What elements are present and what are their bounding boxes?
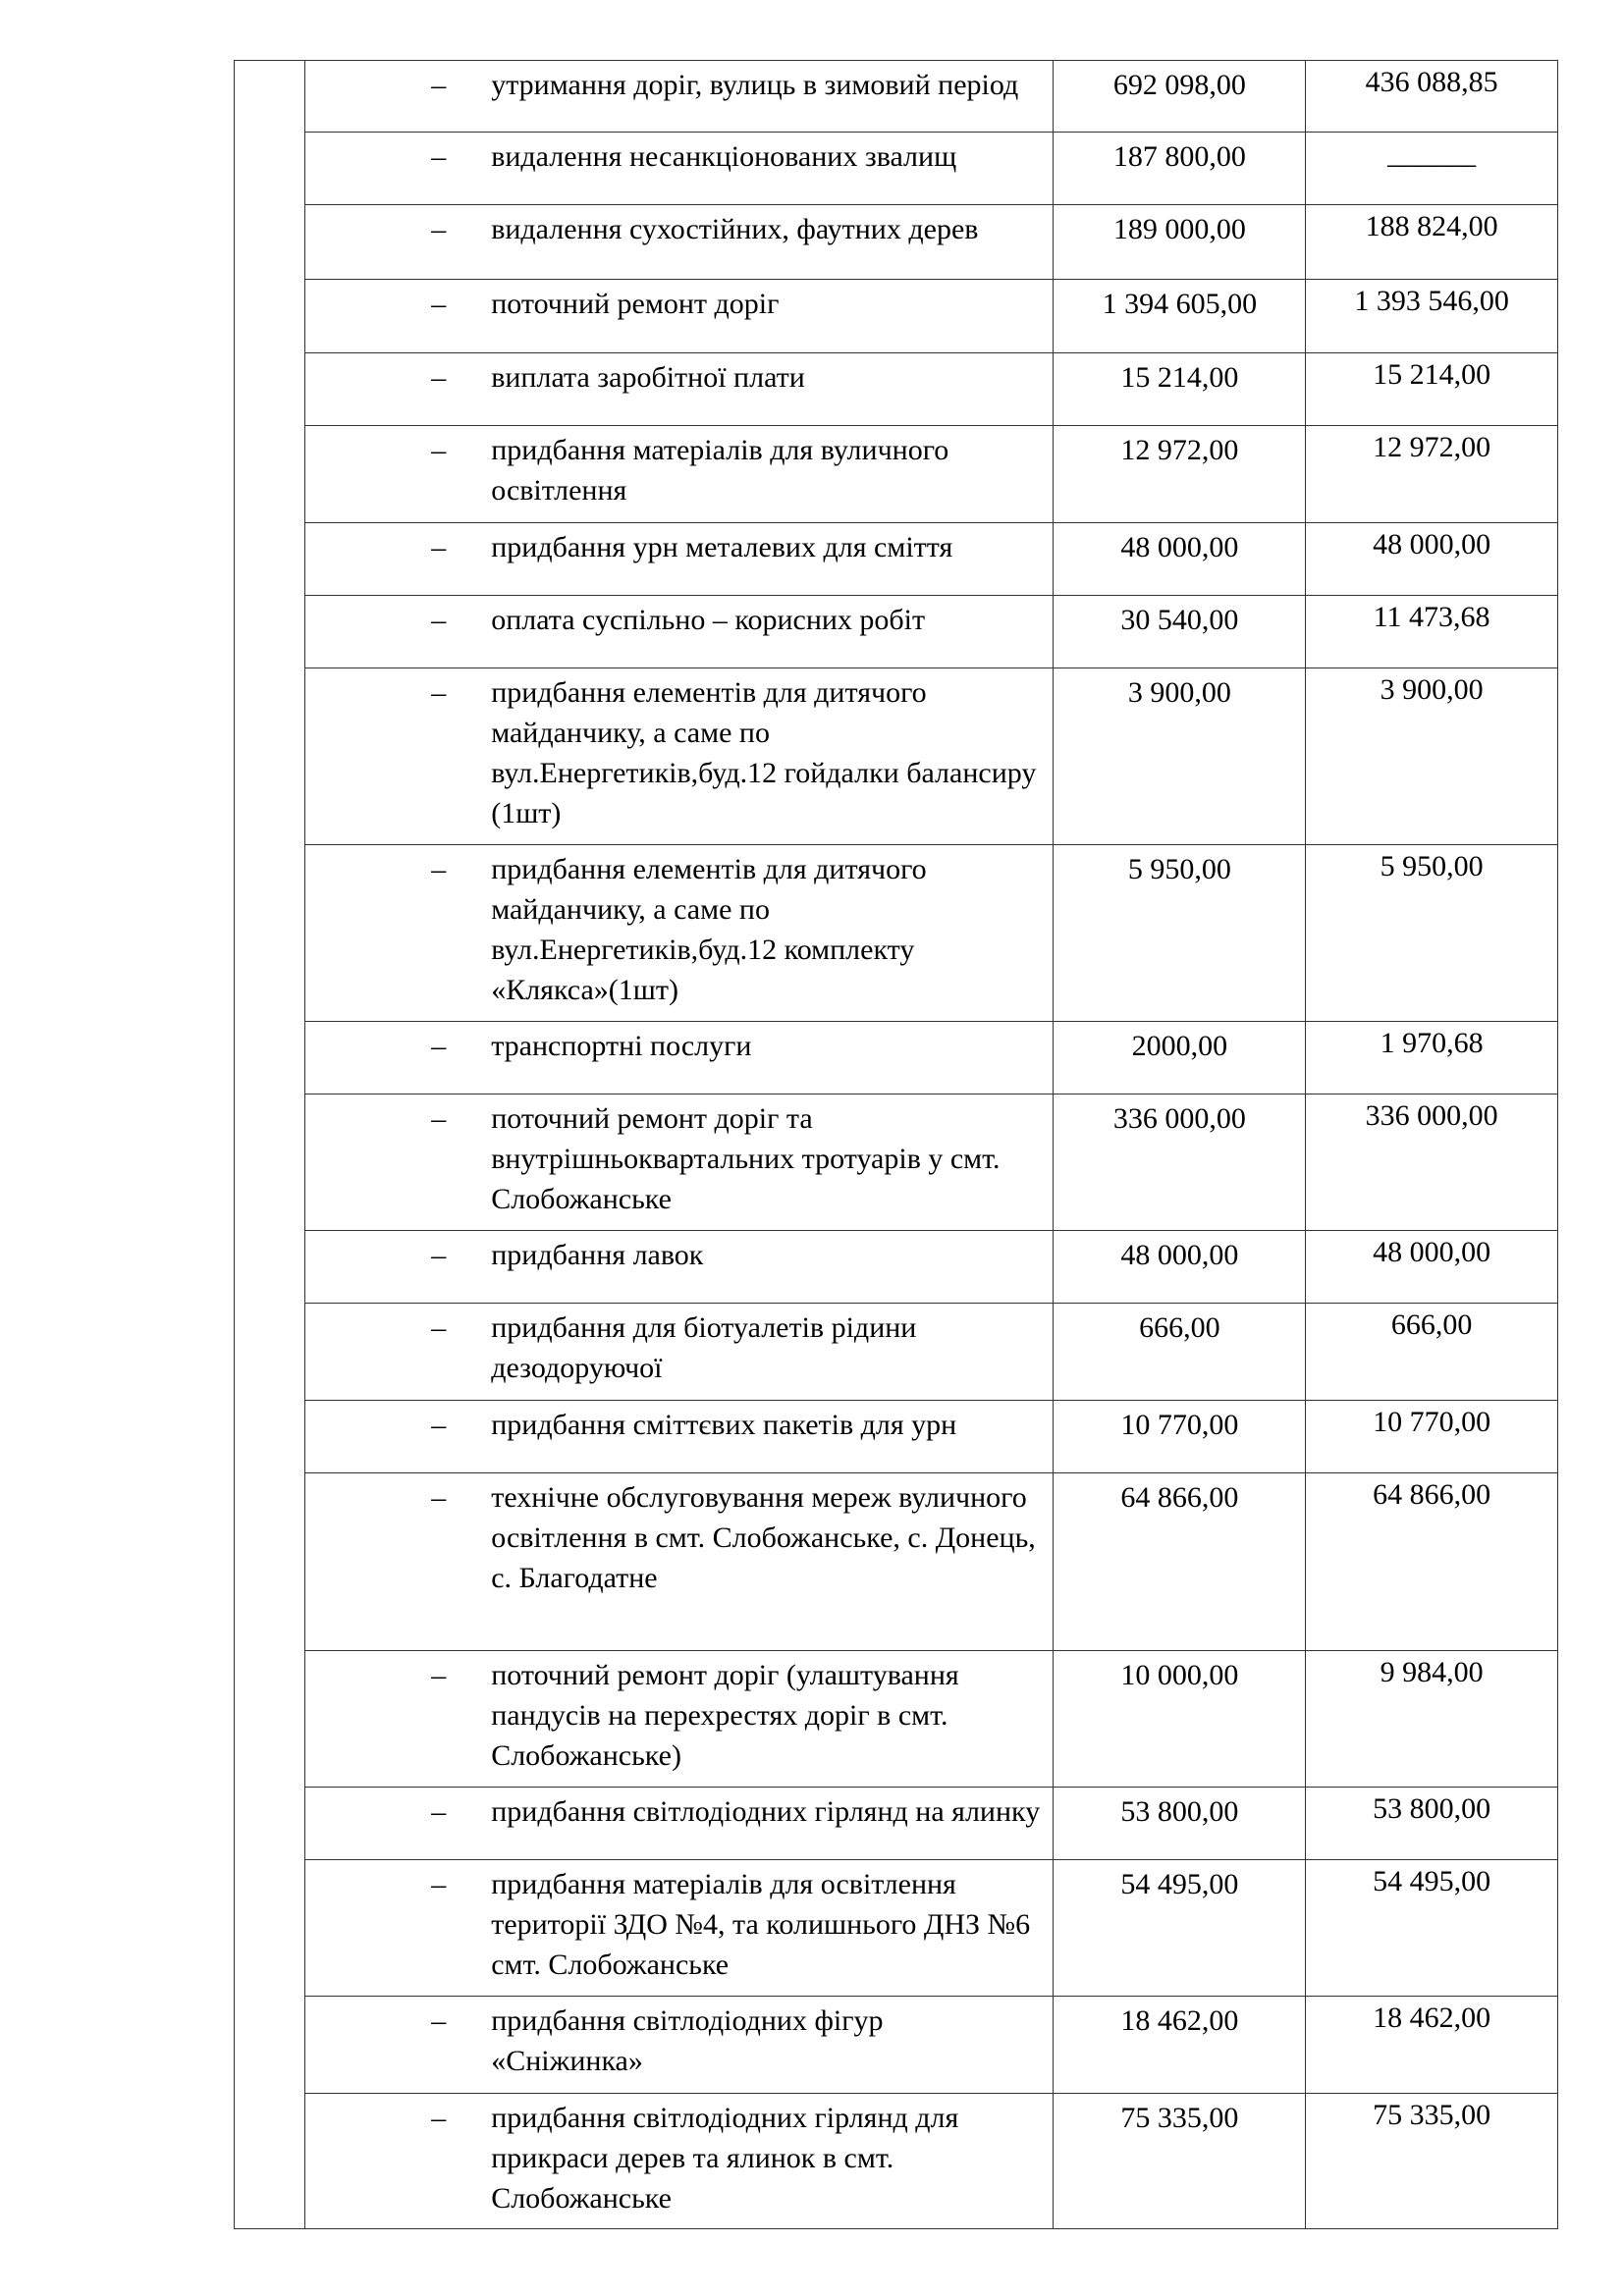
actual-amount: 75 335,00 xyxy=(1373,2099,1491,2131)
planned-amount: 48 000,00 xyxy=(1120,531,1239,563)
planned-amount: 15 214,00 xyxy=(1120,361,1239,394)
list-dash: – xyxy=(431,2004,447,2037)
actual-amount-cell xyxy=(1306,205,1558,280)
table-row xyxy=(235,1231,1558,1304)
actual-amount: 64 866,00 xyxy=(1373,1478,1491,1511)
actual-amount-cell xyxy=(1306,1997,1558,2094)
planned-amount-cell xyxy=(1054,353,1306,426)
planned-amount-cell xyxy=(1054,1651,1306,1788)
planned-amount: 1 394 605,00 xyxy=(1102,288,1258,320)
description-text: придбання матеріалів для освітлення території ЗДО №4, та колишнього ДНЗ №6 смт. Слобожанське xyxy=(491,1868,1031,1981)
planned-amount: 187 800,00 xyxy=(1112,140,1246,173)
actual-amount-cell xyxy=(1306,1651,1558,1788)
planned-amount: 5 950,00 xyxy=(1127,853,1231,885)
description-text: придбання лавок xyxy=(491,1239,704,1271)
actual-amount-cell xyxy=(1306,845,1558,1022)
description-cell xyxy=(305,1231,1054,1304)
description-cell xyxy=(305,280,1054,353)
list-dash: – xyxy=(431,1030,447,1062)
actual-amount-cell xyxy=(1306,133,1558,205)
description-cell xyxy=(305,426,1054,523)
actual-amount: 53 800,00 xyxy=(1373,1792,1491,1825)
table-row xyxy=(235,1401,1558,1473)
description-cell xyxy=(305,1860,1054,1997)
table-row xyxy=(235,845,1558,1022)
table-row xyxy=(235,280,1558,353)
actual-amount: 48 000,00 xyxy=(1373,528,1491,561)
actual-amount-cell xyxy=(1306,1473,1558,1651)
table-row xyxy=(235,1473,1558,1651)
description-text: придбання світлодіодних гірлянд для прикраси дерев та ялинок в смт. Слобожанське xyxy=(491,2102,959,2215)
list-dash: – xyxy=(431,531,447,563)
table-row xyxy=(235,1304,1558,1401)
planned-amount: 10 000,00 xyxy=(1120,1659,1239,1691)
list-dash: – xyxy=(431,2102,447,2134)
list-dash: – xyxy=(431,1311,447,1344)
actual-amount-cell xyxy=(1306,1095,1558,1231)
description-text: придбання елементів для дитячого майданчику, а саме по вул.Енергетиків,буд.12 комплекту «Клякса»(1шт) xyxy=(491,853,927,1006)
list-dash: – xyxy=(431,69,447,101)
list-dash: – xyxy=(431,1659,447,1691)
description-cell xyxy=(305,1401,1054,1473)
table-row xyxy=(235,133,1558,205)
description-text: придбання урн металевих для сміття xyxy=(491,531,953,563)
planned-amount-cell xyxy=(1054,1997,1306,2094)
planned-amount: 53 800,00 xyxy=(1120,1795,1239,1828)
list-dash: – xyxy=(431,1409,447,1441)
description-text: утримання доріг, вулиць в зимовий період xyxy=(491,69,1019,101)
planned-amount: 30 540,00 xyxy=(1120,604,1239,636)
planned-amount-cell xyxy=(1054,523,1306,596)
description-text: придбання світлодіодних фігур «Сніжинка» xyxy=(491,2004,884,2077)
planned-amount-cell xyxy=(1054,426,1306,523)
description-text: видалення несанкціонованих звалищ xyxy=(491,140,957,173)
table-row xyxy=(235,1022,1558,1095)
description-cell xyxy=(305,2094,1054,2229)
table-row xyxy=(235,353,1558,426)
list-dash: – xyxy=(431,1795,447,1828)
planned-amount: 2000,00 xyxy=(1131,1030,1228,1062)
description-cell xyxy=(305,205,1054,280)
planned-amount: 12 972,00 xyxy=(1120,434,1239,466)
description-text: поточний ремонт доріг та внутрішньоквартальних тротуарів у смт. Слобожанське xyxy=(491,1102,1001,1215)
table-row xyxy=(235,1095,1558,1231)
description-cell xyxy=(305,133,1054,205)
list-dash: – xyxy=(431,361,447,394)
description-text: придбання для біотуалетів рідини дезодоруючої xyxy=(491,1311,917,1384)
planned-amount-cell xyxy=(1054,1860,1306,1997)
description-text: виплата заробітної плати xyxy=(491,361,805,394)
actual-amount: 188 824,00 xyxy=(1365,210,1498,242)
list-dash: – xyxy=(431,1102,447,1135)
description-text: транспортні послуги xyxy=(491,1030,752,1062)
actual-amount-cell xyxy=(1306,1860,1558,1997)
actual-amount: ______ xyxy=(1387,137,1477,170)
planned-amount-cell xyxy=(1054,2094,1306,2229)
planned-amount-cell xyxy=(1054,280,1306,353)
planned-amount-cell xyxy=(1054,596,1306,668)
planned-amount: 48 000,00 xyxy=(1120,1239,1239,1271)
description-text: оплата суспільно – корисних робіт xyxy=(491,604,926,636)
actual-amount: 10 770,00 xyxy=(1373,1406,1491,1438)
actual-amount: 3 900,00 xyxy=(1380,673,1484,706)
actual-amount: 1 393 546,00 xyxy=(1354,285,1509,317)
actual-amount-cell xyxy=(1306,1788,1558,1860)
description-cell xyxy=(305,1095,1054,1231)
planned-amount-cell xyxy=(1054,1473,1306,1651)
actual-amount: 15 214,00 xyxy=(1373,358,1491,391)
actual-amount: 11 473,68 xyxy=(1373,601,1490,633)
actual-amount-cell xyxy=(1306,353,1558,426)
description-cell xyxy=(305,1997,1054,2094)
description-text: придбання елементів для дитячого майданчику, а саме по вул.Енергетиків,буд.12 гойдалки балансиру (1шт) xyxy=(491,676,1037,829)
table-row xyxy=(235,668,1558,845)
actual-amount: 48 000,00 xyxy=(1373,1236,1491,1268)
actual-amount-cell xyxy=(1306,1022,1558,1095)
actual-amount-cell xyxy=(1306,426,1558,523)
actual-amount: 12 972,00 xyxy=(1373,431,1491,463)
list-dash: – xyxy=(431,1239,447,1271)
description-cell xyxy=(305,1473,1054,1651)
actual-amount-cell xyxy=(1306,596,1558,668)
table-row xyxy=(235,523,1558,596)
actual-amount-cell xyxy=(1306,523,1558,596)
actual-amount: 5 950,00 xyxy=(1380,850,1484,882)
expenditure-table xyxy=(234,60,1558,2229)
planned-amount: 75 335,00 xyxy=(1120,2102,1239,2134)
actual-amount: 9 984,00 xyxy=(1380,1656,1484,1688)
planned-amount: 3 900,00 xyxy=(1127,676,1231,709)
list-dash: – xyxy=(431,676,447,709)
description-text: поточний ремонт доріг xyxy=(491,288,780,320)
planned-amount: 18 462,00 xyxy=(1120,2004,1239,2037)
description-text: придбання світлодіодних гірлянд на ялинку xyxy=(491,1795,1041,1828)
planned-amount: 54 495,00 xyxy=(1120,1868,1239,1900)
table-row xyxy=(235,205,1558,280)
planned-amount-cell xyxy=(1054,133,1306,205)
description-cell xyxy=(305,668,1054,845)
list-dash: – xyxy=(431,1868,447,1900)
planned-amount-cell xyxy=(1054,61,1306,133)
planned-amount: 336 000,00 xyxy=(1112,1102,1246,1135)
actual-amount-cell xyxy=(1306,668,1558,845)
planned-amount-cell xyxy=(1054,205,1306,280)
planned-amount-cell xyxy=(1054,1231,1306,1304)
description-text: поточний ремонт доріг (улаштування пандусів на перехрестях доріг в смт. Слобожанське) xyxy=(491,1659,959,1772)
table-row xyxy=(235,2094,1558,2229)
actual-amount: 54 495,00 xyxy=(1373,1865,1491,1897)
table-row xyxy=(235,61,1558,133)
actual-amount: 1 970,68 xyxy=(1380,1027,1484,1059)
list-dash: – xyxy=(431,604,447,636)
actual-amount-cell xyxy=(1306,2094,1558,2229)
actual-amount-cell xyxy=(1306,1304,1558,1401)
actual-amount-cell xyxy=(1306,1231,1558,1304)
planned-amount: 189 000,00 xyxy=(1112,213,1246,245)
planned-amount-cell xyxy=(1054,1304,1306,1401)
description-cell xyxy=(305,61,1054,133)
description-cell xyxy=(305,1304,1054,1401)
planned-amount: 10 770,00 xyxy=(1120,1409,1239,1441)
table-row xyxy=(235,1860,1558,1997)
planned-amount-cell xyxy=(1054,1022,1306,1095)
description-cell xyxy=(305,845,1054,1022)
table-row xyxy=(235,1788,1558,1860)
planned-amount-cell xyxy=(1054,668,1306,845)
list-dash: – xyxy=(431,853,447,885)
actual-amount-cell xyxy=(1306,61,1558,133)
description-cell xyxy=(305,353,1054,426)
planned-amount: 692 098,00 xyxy=(1112,69,1246,101)
planned-amount-cell xyxy=(1054,1401,1306,1473)
description-cell xyxy=(305,1651,1054,1788)
description-cell xyxy=(305,523,1054,596)
list-dash: – xyxy=(431,213,447,245)
table-row xyxy=(235,1997,1558,2094)
planned-amount: 666,00 xyxy=(1139,1311,1220,1344)
description-text: видалення сухостійних, фаутних дерев xyxy=(491,213,979,245)
table-row xyxy=(235,1651,1558,1788)
list-dash: – xyxy=(431,434,447,466)
table-row xyxy=(235,596,1558,668)
table-body xyxy=(235,61,1558,2229)
actual-amount: 436 088,85 xyxy=(1365,66,1498,98)
table-row xyxy=(235,426,1558,523)
actual-amount: 18 462,00 xyxy=(1373,2002,1491,2034)
description-text: технічне обслуговування мереж вуличного освітлення в смт. Слобожанське, с. Донець, с. Благодатне xyxy=(491,1481,1036,1594)
actual-amount: 336 000,00 xyxy=(1365,1099,1498,1132)
actual-amount-cell xyxy=(1306,280,1558,353)
planned-amount-cell xyxy=(1054,1788,1306,1860)
actual-amount-cell xyxy=(1306,1401,1558,1473)
actual-amount: 666,00 xyxy=(1390,1308,1473,1341)
list-dash: – xyxy=(431,1481,447,1514)
list-dash: – xyxy=(431,140,447,173)
description-cell xyxy=(305,596,1054,668)
planned-amount: 64 866,00 xyxy=(1120,1481,1239,1514)
row-number-cell xyxy=(235,61,305,2229)
planned-amount-cell xyxy=(1054,1095,1306,1231)
description-text: придбання сміттєвих пакетів для урн xyxy=(491,1409,957,1441)
description-cell xyxy=(305,1788,1054,1860)
description-cell xyxy=(305,1022,1054,1095)
list-dash: – xyxy=(431,288,447,320)
description-text: придбання матеріалів для вуличного освітлення xyxy=(491,434,949,507)
planned-amount-cell xyxy=(1054,845,1306,1022)
